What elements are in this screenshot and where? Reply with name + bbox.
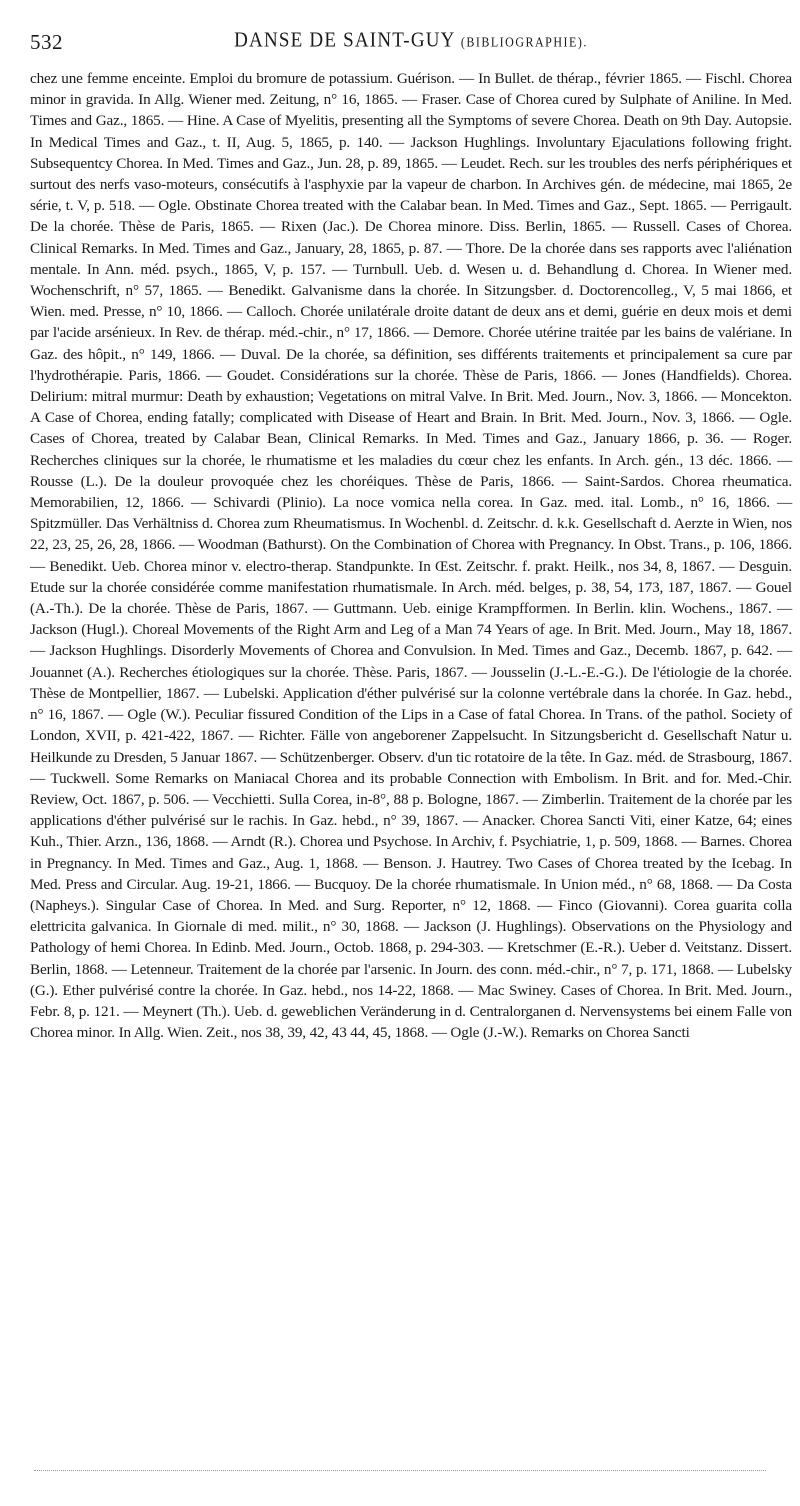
bibliography-text: chez une femme enceinte. Emploi du bromure de potassium. Guérison. — In Bullet. de thérap., février 1865. — Fischl. Chorea minor in gravida. In Allg. Wiener med. Zeitung, n° 16, 1865. — Fraser. Case of Chorea cured by Sulphate of Aniline. In Med. Times and Gaz., 1865. — Hine. A Case of Myelitis, presenting all the Symptoms of severe Chorea. Death on 9th Day. Autopsie. In Medical Times and Gaz., t. II, Aug. 5, 1865, p. 140. — Jackson Hughlings. Involuntary Ejaculations following fright. Subsequentcy Chorea. In Med. Times and Gaz., Jun. 28, p. 89, 1865. — Leudet. Rech. sur les troubles des nerfs périphériques et surtout des nerfs vaso-moteurs, consécutifs à l'asphyxie par la vapeur de charbon. In Archives gén. de médecine, mai 1865, 2e série, t. V, p. 518. — Ogle. Obstinate Chorea treated with the Calabar bean. In Med. Times and Gaz., Sept. 1865. — Perrigault. De la chorée. Thèse de Paris, 1865. — Rixen (Jac.). De Chorea minore. Diss. Berlin, 1865. — Russell. Cases of Chorea. Clinical Remarks. In Med. Times and Gaz., January, 28, 1865, p. 87. — Thore. De la chorée dans ses rapports avec l'aliénation mentale. In Ann. méd. psych., 1865, V, p. 157. — Turnbull. Ueb. d. Wesen u. d. Behandlung d. Chorea. In Wiener med. Wochenschrift, n° 57, 1865. — Benedikt. Galvanisme dans la chorée. In Sitzungsber. d. Doctorencolleg., V, 5 mai 1866, et Wien. med. Presse, n° 10, 1866. — Calloch. Chorée unilatérale droite datant de deux ans et demi, guérie en deux mois et demi par l'acide arsénieux. In Rev. de thérap. méd.-chir., n° 17, 1866. — Demore. Chorée utérine traitée par les bains de valériane. In Gaz. des hôpit., n° 149, 1866. — Duval. De la chorée, sa définition, ses différents traitements et principalement sa cure par l'hydrothérapie. Paris, 1866. — Goudet. Considérations sur la chorée. Thèse de Paris, 1866. — Jones (Handfields). Chorea. Delirium: mitral murmur: Death by exhaustion; Vegetations on mitral Valve. In Brit. Med. Journ., Nov. 3, 1866. — Moncekton. A Case of Chorea, ending fatally; complicated with Disease of Heart and Brain. In Brit. Med. Journ., Nov. 3, 1866. — Ogle. Cases of Chorea, treated by Calabar Bean, Clinical Remarks. In Med. Times and Gaz., January 1866, p. 36. — Roger. Recherches cliniques sur la chorée, le rhumatisme et les maladies du cœur chez les enfants. In Arch. gén., 13 déc. 1866. — Rousse (L.). De la douleur provoquée chez les choréiques. Thèse de Paris, 1866. — Saint-Sardos. Chorea rheumatica. Memorabilien, 12, 1866. — Schivardi (Plinio). La noce vomica nella corea. In Gaz. med. ital. Lomb., n° 16, 1866. — Spitzmüller. Das Verhältniss d. Chorea zum Rheumatismus. In Wochenbl. d. Zeitschr. d. k.k. Gesellschaft d. Aerzte in Wien, nos 22, 23, 25, 26, 28, 1866. — Woodman (Bathurst). On the Combination of Chorea with Pregnancy. In Obst. Trans., p. 106, 1866. — Benedikt. Ueb. Chorea minor v. electro-therap. Standpunkte. In Œst. Zeitschr. f. prakt. Heilk., nos 34, 8, 1867. — Desguin. Etude sur la chorée considérée comme manifestation rhumatismale. In Arch. méd. belges, p. 38, 54, 173, 187, 1867. — Gouel (A.-Th.). De la chorée. Thèse de Paris, 1867. — Guttmann. Ueb. einige Krampfformen. In Berlin. klin. Wochens., 1867. — Jackson (Hugl.). Choreal Movements of the Right Arm and Leg of a Man 74 Years of age. In Brit. Med. Journ., May 18, 1867. — Jackson Hughlings. Disorderly Movements of Chorea and Convulsion. In Med. Times and Gaz., Decemb. 1867, p. 642. — Jouannet (A.). Recherches étiologiques sur la chorée. Thèse. Paris, 1867. — Jousselin (J.-L.-E.-G.). De l'étiologie de la chorée. Thèse de Montpellier, 1867. — Lubelski. Application d'éther pulvérisé sur la colonne vertébrale dans la chorée. In Gaz. hebd., n° 16, 1867. — Ogle (W.). Peculiar fissured Condition of the Lips in a Case of fatal Chorea. In Trans. of the pathol. Society of London, XVII, p. 421-422, 1867. — Richter. Fälle von angeborener Zappelsucht. In Sitzungsbericht d. Gesellschaft Natur u. Heilkunde zu Dresden, 5 Januar 1867. — Schützenberger. Observ. d'un tic rotatoire de la tête. In Gaz. méd. de Strasbourg, 1867. — Tuckwell. Some Remarks on Maniacal Chorea and its probable Connection with Embolism. In Brit. and for. Med.-Chir. Review, Oct. 1867, p. 506. — Vecchietti. Sulla Corea, in-8°, 88 p. Bologne, 1867. — Zimberlin. Traitement de la chorée par les applications d'éther pulvérisé sur le rachis. In Gaz. hebd., n° 39, 1867. — Anacker. Chorea Sancti Viti, einer Katze, 64; eines Kuh., Thier. Arzn., 136, 1868. — Arndt (R.). Chorea und Psychose. In Archiv, f. Psychiatrie, 1, p. 509, 1868. — Barnes. Chorea in Pregnancy. In Med. Times and Gaz., Aug. 1, 1868. — Benson. J. Hautrey. Two Cases of Chorea treated by the Icebag. In Med. Press and Circular. Aug. 19-21, 1866. — Bucquoy. De la chorée rhumatismale. In Union méd., n° 68, 1868. — Da Costa (Napheys.). Singular Case of Chorea. In Med. and Surg. Reporter, n° 12, 1868. — Finco (Giovanni). Corea guarita colla elettricita galvanica. In Giornale di med. milit., n° 30, 1868. — Jackson (J. Hughlings). Observations on the Physiology and Pathology of hemi Chorea. In Edinb. Med. Journ., Octob. 1868, p. 294-303. — Kretschmer (E.-R.). Ueber d. Veitstanz. Dissert. Berlin, 1868. — Letenneur. Traitement de la chorée par l'arsenic. In Journ. des conn. méd.-chir., n° 7, p. 171, 1868. — Lubelsky (G.). Ether pulvérisé contre la chorée. In Gaz. hebd., nos 14-22, 1868. — Mac Swiney. Cases of Chorea. In Brit. Med. Journ., Febr. 8, p. 121. — Meynert (Th.). Ueb. d. geweblichen Veränderung in d. Centralorganen d. Nervensystems bei einem Falle von Chorea minor. In Allg. Wien. Zeit., nos 38, 39, 42, 43 44, 45, 1868. — Ogle (J.-W.). Remarks on Chorea Sancti (30, 70, 792, 1042)
page-title-sub: (BIBLIOGRAPHIE). (460, 34, 588, 50)
page-title (30, 29, 792, 54)
page-number: 532 (30, 30, 63, 54)
running-head (30, 30, 792, 58)
footer-rule (34, 1470, 766, 1471)
book-page (30, 30, 792, 1043)
page-title-main: DANSE DE SAINT-GUY (234, 28, 455, 53)
